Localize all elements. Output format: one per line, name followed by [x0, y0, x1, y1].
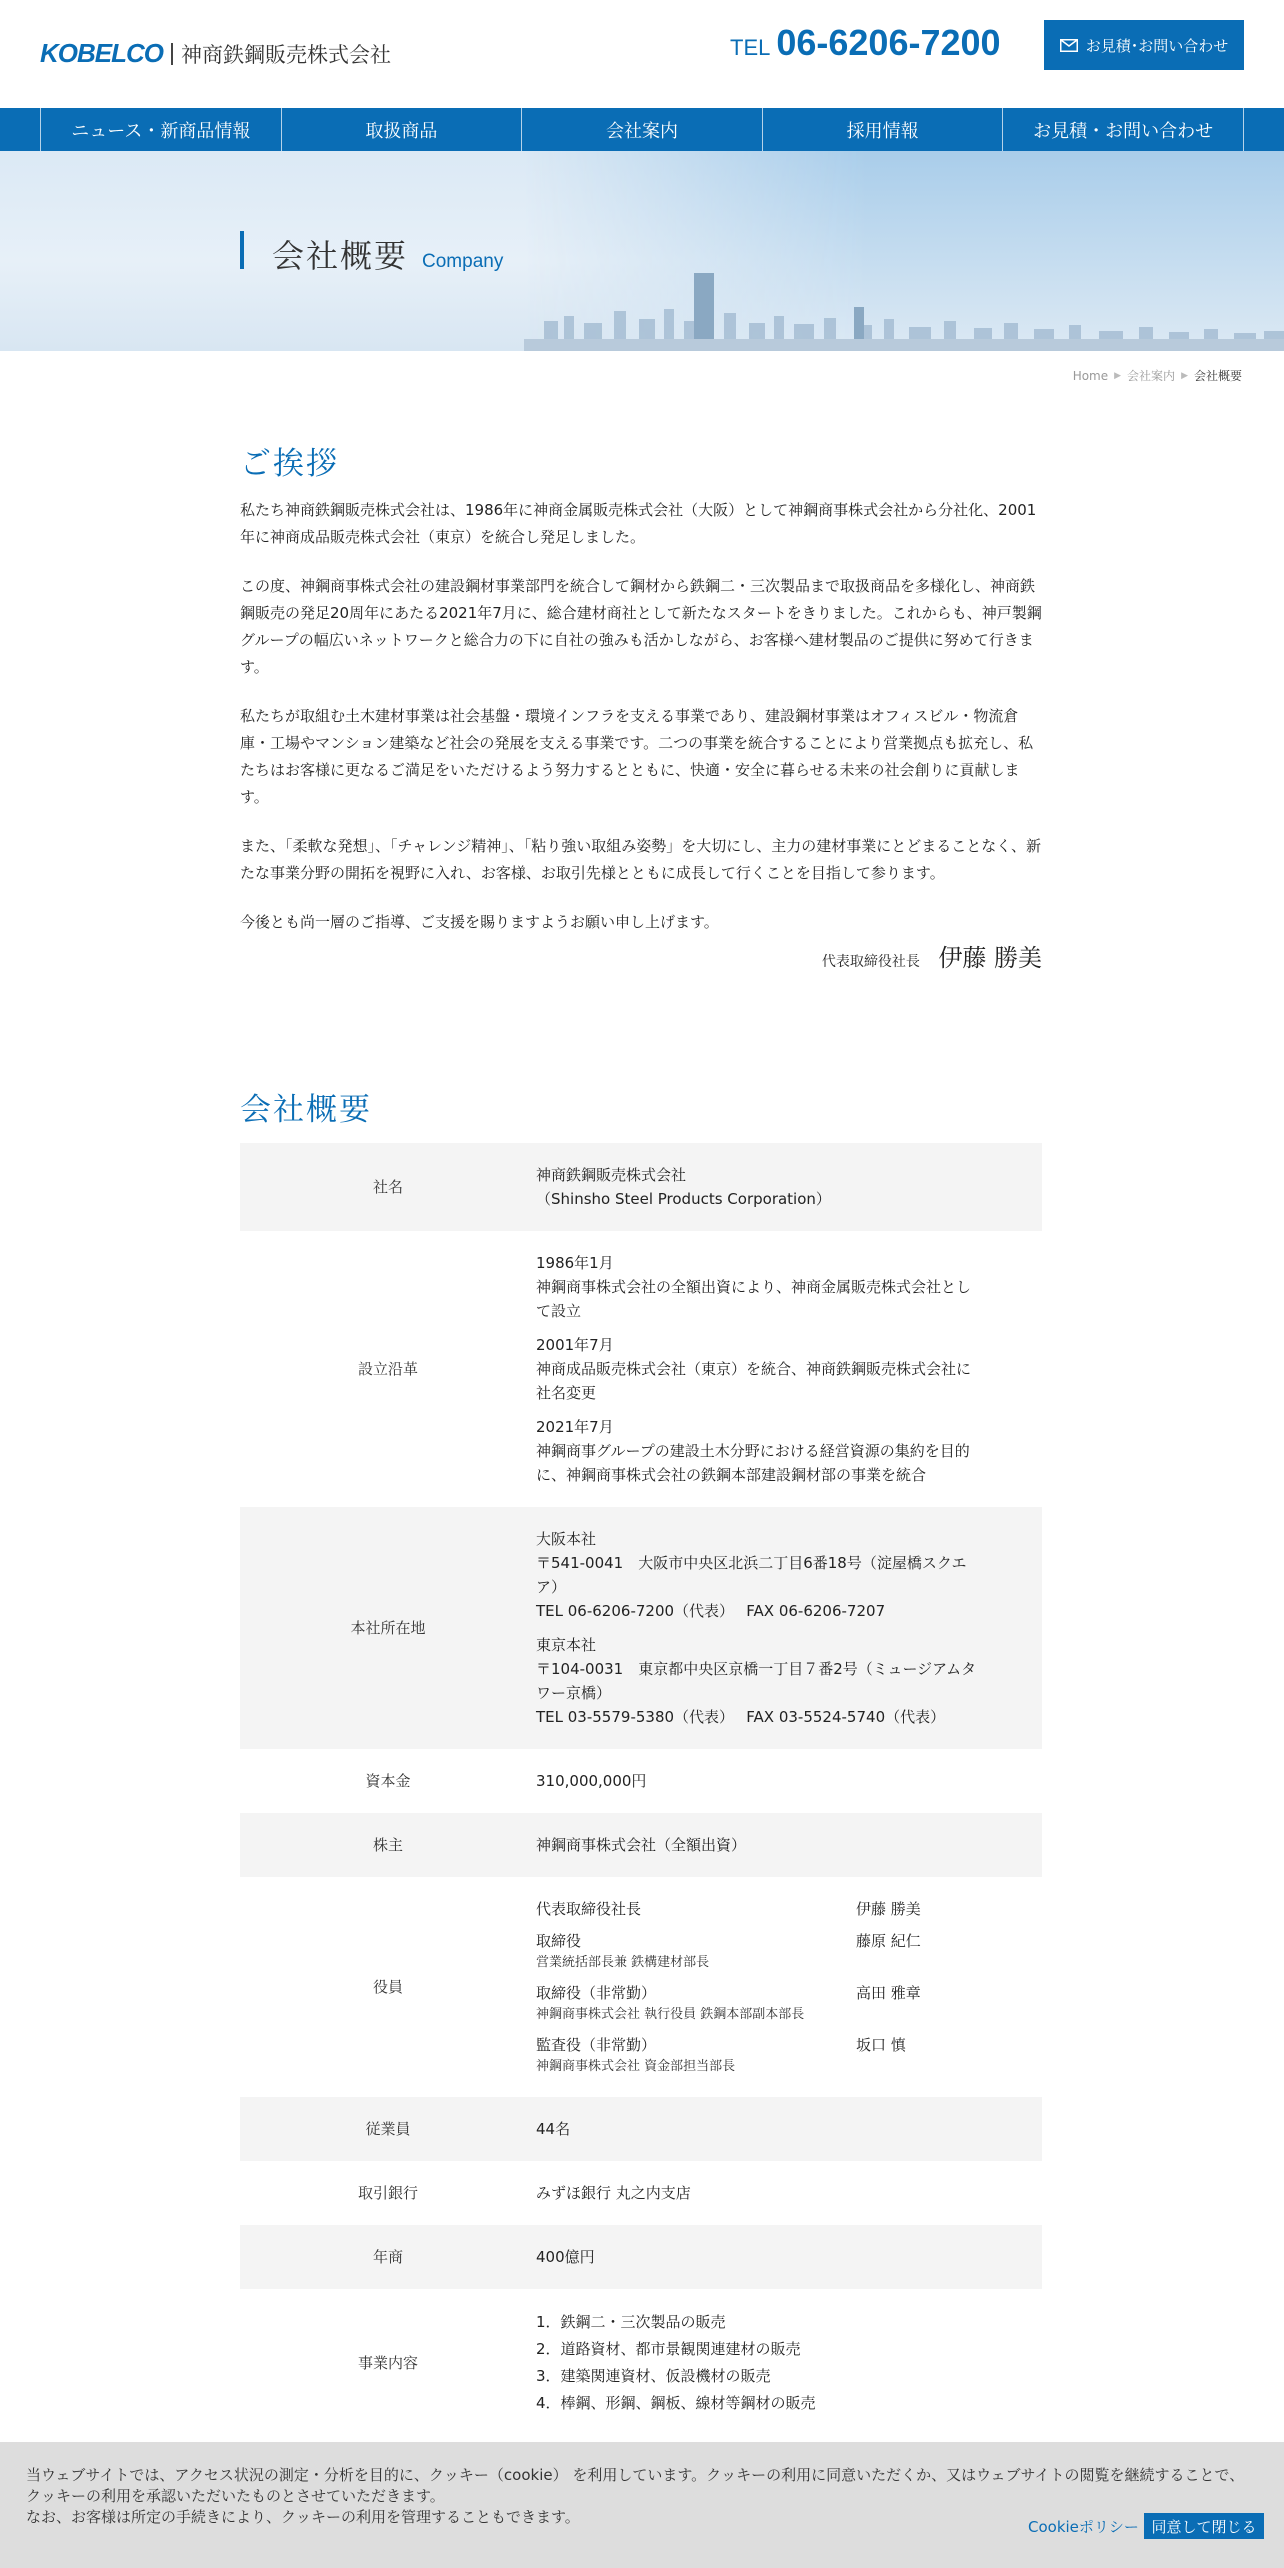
page-title-en: Company	[422, 251, 504, 272]
table-row	[240, 1813, 1042, 1877]
history-date: 1986年1月	[536, 1254, 614, 1272]
profile-table	[240, 1143, 1042, 2437]
tel-label: TEL	[730, 35, 771, 60]
table-row	[240, 2225, 1042, 2289]
greeting-paragraph: また、「柔軟な発想」、「チャレンジ精神」、「粘り強い取組み姿勢」を大切にし、主力の建材事業にとどまることなく、新たな事業分野の開拓を視野に入れ、お客様、お取引先様とともに成長して行くことを目指して参ります。	[240, 837, 1042, 882]
row-value	[536, 1507, 1042, 1749]
cookie-policy-link[interactable]: Cookieポリシー	[1028, 2518, 1139, 2536]
company-name: 神商鉄鋼販売株式会社	[181, 42, 391, 67]
office-entry	[536, 1527, 982, 1623]
greeting-signature	[240, 938, 1042, 973]
breadcrumb	[1073, 367, 1242, 384]
row-value: みずほ銀行 丸之内支店	[536, 2184, 691, 2202]
officer-name: 伊藤 勝美	[856, 1900, 921, 1918]
breadcrumb-home[interactable]: Home	[1072, 368, 1109, 383]
row-label: 取引銀行	[357, 2184, 418, 2202]
table-row	[240, 1143, 1042, 1231]
nav-item-recruit[interactable]: 採用情報	[762, 108, 1003, 151]
nav-item-contact[interactable]: お見積・お問い合わせ	[1002, 108, 1244, 151]
kobelco-logo-mark: KOBELCO	[40, 38, 163, 68]
row-label: 役員	[372, 1978, 403, 1996]
logo-divider	[171, 43, 173, 65]
row-value	[536, 1231, 1042, 1507]
officer-role: 監査役（非常勤）	[536, 2036, 657, 2054]
table-row	[240, 2289, 1042, 2437]
history-text: 神鋼商事株式会社の全額出資により、神商金属販売株式会社として設立	[536, 1278, 972, 1320]
history-entry	[536, 1333, 982, 1405]
header-tel[interactable]	[730, 22, 1001, 64]
greeting-paragraph: 私たちが取組む土木建材事業は社会基盤・環境インフラを支える事業であり、建設鋼材事業はオフィスビル・物流倉庫・工場やマンション建築など社会の発展を支える事業です。二つの事業を統合することにより営業拠点も拡充し、私たちはお客様に更なるご満足をいただけるよう努力するとともに、快適・安全に暮らせる未来の社会創りに貢献します。	[240, 707, 1034, 806]
profile-section	[240, 1084, 1042, 2437]
row-label: 従業員	[240, 2097, 536, 2161]
list-item: 2．道路資材、都市景観関連建材の販売	[536, 2340, 801, 2358]
office-name: 東京本社	[536, 1636, 597, 1654]
cookie-notice: 当ウェブサイトでは、アクセス状況の測定・分析を目的に、クッキー（cookie） を利用しています。クッキーの利用に同意いただくか、又はウェブサイトの閲覧を継続することで、クッキーの利用を承認いただいたものとさせていただきます。	[26, 2466, 1245, 2505]
cookie-notice-note: なお、お客様は所定の手続きにより、クッキーの利用を管理することもできます。	[26, 2508, 580, 2526]
nav-item-products[interactable]: 取扱商品	[281, 108, 522, 151]
list-item: 4．棒鋼、形鋼、鋼板、線材等鋼材の販売	[536, 2394, 816, 2412]
row-label: 設立沿革	[357, 1360, 418, 1378]
row-value	[536, 1877, 1042, 2097]
history-text: 神商成品販売株式会社（東京）を統合、神商鉄鋼販売株式会社に社名変更	[536, 1360, 972, 1402]
office-address: 〒541-0041 大阪市中央区北浜二丁目6番18号（淀屋橋スクエア）	[536, 1554, 967, 1596]
global-nav	[0, 108, 1284, 151]
page-title-ja: 会社概要	[272, 237, 409, 275]
row-value: 310,000,000円	[536, 1772, 647, 1790]
profile-title: 会社概要	[240, 1092, 372, 1128]
office-entry	[536, 1633, 982, 1729]
contact-button-label: お見積･お問い合わせ	[1085, 36, 1229, 55]
officer-entry	[536, 1929, 982, 1973]
row-value: 神鋼商事株式会社（全額出資）	[536, 1813, 1042, 1877]
row-value: 44名	[536, 2097, 1042, 2161]
table-row	[240, 1507, 1042, 1749]
office-tel: TEL 03-5579-5380（代表） FAX 03-5524-5740（代表）	[536, 1708, 946, 1726]
nav-item-company[interactable]: 会社案内	[521, 108, 762, 151]
officer-role: 取締役	[536, 1932, 582, 1950]
list-item: 3．建築関連資材、仮設機材の販売	[536, 2367, 771, 2385]
breadcrumb-separator-icon: ▶	[1181, 370, 1188, 381]
breadcrumb-separator-icon: ▶	[1114, 370, 1122, 381]
officer-entry	[536, 1981, 982, 2025]
history-text: 神鋼商事グループの建設土木分野における経営資源の集約を目的に、神鋼商事株式会社の鉄鋼本部建設鋼材部の事業を統合	[536, 1442, 970, 1484]
site-header	[0, 0, 1284, 108]
officer-note: 神鋼商事株式会社 執行役員 鉄鋼本部副本部長	[536, 2007, 805, 2022]
office-address: 〒104-0031 東京都中央区京橋一丁目７番2号（ミュージアムタワー京橋）	[536, 1660, 977, 1702]
history-entry	[536, 1251, 982, 1323]
page-title	[240, 231, 504, 275]
nav-item-news[interactable]: ニュース・新商品情報	[40, 108, 281, 151]
office-tel: TEL 06-6206-7200（代表） FAX 06-6206-7207	[536, 1602, 886, 1620]
signature-name: 伊藤 勝美	[938, 944, 1042, 972]
officer-note: 神鋼商事株式会社 資金部担当部長	[536, 2059, 736, 2074]
greeting-section	[240, 438, 1042, 973]
office-name: 大阪本社	[536, 1530, 597, 1548]
row-value	[536, 1143, 1042, 1231]
row-label: 社名	[240, 1143, 536, 1231]
row-value: 400億円	[536, 2225, 1042, 2289]
history-entry	[536, 1415, 982, 1487]
site-logo[interactable]	[40, 38, 391, 69]
row-label: 株主	[240, 1813, 536, 1877]
table-row	[240, 1877, 1042, 2097]
list-item: 1．鉄鋼二・三次製品の販売	[536, 2313, 726, 2331]
table-row	[240, 2097, 1042, 2161]
officer-entry	[536, 2033, 982, 2077]
officer-note: 営業統括部長兼 鉄構建材部長	[536, 1955, 710, 1970]
greeting-paragraph: 私たち神商鉄鋼販売株式会社は、1986年に神商金属販売株式会社（大阪）として神鋼商事株式会社から分社化、2001年に神商成品販売株式会社（東京）を統合し発足しました。	[240, 501, 1037, 546]
table-row	[240, 1231, 1042, 1507]
table-row	[240, 1749, 1042, 1813]
row-value	[536, 2289, 1042, 2437]
officer-role: 代表取締役社長	[536, 1900, 642, 1918]
row-label: 資本金	[365, 1772, 411, 1790]
officer-name: 藤原 紀仁	[856, 1932, 921, 1950]
history-date: 2021年7月	[536, 1418, 614, 1436]
table-row	[240, 2161, 1042, 2225]
business-list	[536, 2309, 982, 2417]
officer-name: 高田 雅章	[856, 1984, 921, 2002]
cookie-banner	[0, 2442, 1284, 2568]
officer-entry	[536, 1897, 982, 1921]
row-label: 本社所在地	[240, 1507, 536, 1749]
city-skyline-image	[524, 261, 1284, 351]
cookie-agree-button[interactable]: 同意して閉じる	[1144, 2513, 1264, 2539]
row-label: 年商	[240, 2225, 536, 2289]
contact-button[interactable]	[1044, 20, 1244, 70]
greeting-paragraph: この度、神鋼商事株式会社の建設鋼材事業部門を統合して鋼材から鉄鋼二・三次製品まで取扱商品を多様化し、神商鉄鋼販売の発足20周年にあたる2021年7月に、総合建材商社として新たなスタートをきりました。これからも、神戸製鋼グループの幅広いネットワークと総合力の下に自社の強みも活かしながら、お客様へ建材製品のご提供に努めて行きます。	[240, 577, 1042, 676]
page-hero	[0, 151, 1284, 351]
breadcrumb-company[interactable]: 会社案内	[1127, 369, 1176, 383]
officer-name: 坂口 慎	[856, 2036, 906, 2054]
signature-title: 代表取締役社長	[821, 954, 920, 970]
mail-icon	[1060, 39, 1078, 52]
company-name-en: （Shinsho Steel Products Corporation）	[536, 1190, 831, 1208]
greeting-title: ご挨拶	[240, 446, 339, 482]
tel-number: 06-6206-7200	[776, 22, 1001, 63]
breadcrumb-current: 会社概要	[1193, 369, 1242, 383]
row-label: 事業内容	[357, 2354, 418, 2372]
company-name-ja: 神商鉄鋼販売株式会社	[536, 1166, 687, 1184]
greeting-paragraph: 今後とも尚一層のご指導、ご支援を賜りますようお願い申し上げます。	[240, 913, 719, 931]
history-date: 2001年7月	[536, 1336, 614, 1354]
officer-role: 取締役（非常勤）	[536, 1984, 657, 2002]
